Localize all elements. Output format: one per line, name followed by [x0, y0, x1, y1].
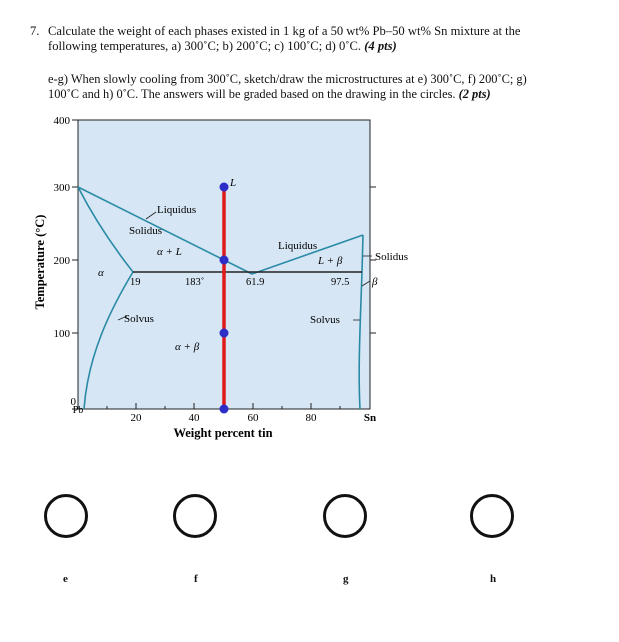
label-alpha-plus-beta: α + β [175, 341, 200, 353]
x-end-sn: Sn [363, 412, 377, 424]
x-tick-20: 20 [130, 412, 142, 424]
x-end-pb: Pb [72, 405, 84, 416]
point-200c [220, 256, 229, 265]
label-solidus-right: Solidus [375, 251, 409, 263]
y-tick-0: 0 [70, 396, 76, 408]
x-axis-label: Weight percent tin [173, 426, 273, 440]
point-100c [220, 329, 229, 338]
circle-label-h: h [490, 573, 497, 585]
drawing-circle-f[interactable] [173, 494, 217, 538]
subquestion-points: (2 pts) [458, 86, 491, 101]
label-97-5: 97.5 [331, 277, 350, 288]
y-tick-300: 300 [53, 182, 70, 194]
question-line-1: Calculate the weight of each phases existed in 1 kg of a 50 wt% Pb–50 wt% Sn mixture at the [48, 24, 521, 38]
drawing-circle-e[interactable] [44, 494, 88, 538]
circle-label-g: g [343, 573, 349, 585]
solidus-right-curve [362, 235, 363, 272]
label-alpha-plus-l: α + L [157, 246, 182, 258]
label-l-plus-beta: L + β [318, 255, 343, 267]
label-61-9: 61.9 [246, 277, 265, 288]
y-tick-200: 200 [53, 255, 70, 267]
label-liquidus-left: Liquidus [157, 204, 197, 216]
x-tick-60: 60 [247, 412, 259, 424]
point-0c [220, 405, 229, 414]
label-solvus-left: Solvus [124, 313, 154, 325]
y-tick-400: 400 [53, 115, 70, 127]
drawing-circle-g[interactable] [323, 494, 367, 538]
label-l: L [230, 177, 237, 189]
y-axis-label: Temperature (°C) [33, 214, 47, 310]
label-alpha: α [98, 267, 104, 279]
x-tick-80: 80 [305, 412, 317, 424]
circle-label-e: e [63, 573, 68, 585]
label-beta: β [372, 276, 378, 288]
x-tick-40: 40 [188, 412, 200, 424]
label-183: 183˚ [185, 277, 205, 288]
point-300c [220, 183, 229, 192]
circle-label-f: f [194, 573, 198, 585]
question-number: 7. [30, 24, 40, 38]
question-points: (4 pts) [364, 38, 397, 53]
drawing-circle-h[interactable] [470, 494, 514, 538]
y-tick-100: 100 [53, 328, 70, 340]
label-liquidus-right: Liquidus [278, 240, 318, 252]
label-solvus-right: Solvus [310, 314, 340, 326]
subquestion-line-2: 100˚C and h) 0˚C. The answers will be graded based on the drawing in the circles. [48, 86, 456, 101]
label-solidus-left: Solidus [129, 225, 163, 237]
label-19: 19 [130, 277, 141, 288]
subquestion-line-1: e-g) When slowly cooling from 300˚C, sketch/draw the microstructures at e) 300˚C, f) 200˚C; g) [48, 72, 527, 86]
question-line-2: following temperatures, a) 300˚C; b) 200˚C; c) 100˚C; d) 0˚C. [48, 38, 362, 53]
